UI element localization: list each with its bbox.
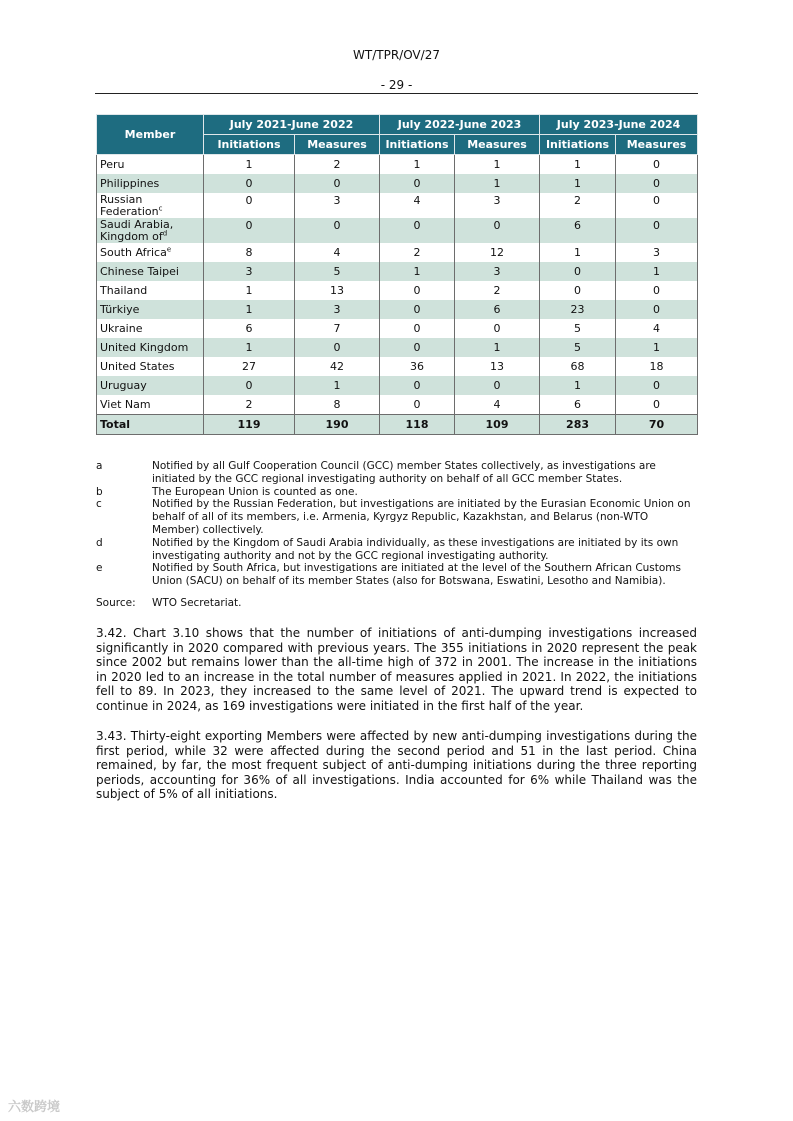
value-cell: 27 (204, 357, 295, 376)
value-cell: 1 (204, 338, 295, 357)
footnote-text: Notified by the Kingdom of Saudi Arabia individually, as these investigations are initiated by its own investigating authority and not by the GCC regional investigating authority. (152, 536, 679, 562)
member-name: Chinese Taipei (100, 264, 179, 278)
member-cell (97, 262, 204, 281)
footnote-text: The European Union is counted as one. (152, 485, 358, 498)
member-cell (97, 376, 204, 395)
footnote-key: a (96, 460, 103, 472)
value-cell: 5 (540, 319, 616, 338)
value-cell: 0 (540, 262, 616, 281)
value-cell: 1 (455, 338, 540, 357)
table-period-header-row (97, 115, 698, 135)
value-cell: 0 (616, 174, 698, 193)
value-cell: 0 (380, 300, 455, 319)
value-cell: 2 (295, 155, 380, 175)
value-cell: 4 (380, 193, 455, 218)
table-total-row (97, 415, 698, 435)
value-cell: 1 (204, 155, 295, 175)
value-cell: 1 (540, 376, 616, 395)
footnote-text: Notified by all Gulf Cooperation Council (GCC) member States collectively, as investigations are initiated by the GCC regional investigating authority on behalf of all GCC member States. (152, 460, 656, 485)
subheader: Measures (295, 135, 380, 155)
value-cell: 2 (540, 193, 616, 218)
value-cell: 0 (380, 218, 455, 243)
value-cell: 4 (616, 319, 698, 338)
footnote-key: b (96, 485, 103, 498)
value-cell: 6 (540, 218, 616, 243)
subheader: Measures (616, 135, 698, 155)
value-cell: 42 (295, 357, 380, 376)
member-name: Philippines (100, 176, 160, 190)
member-cell (97, 155, 204, 175)
total-label: Total (97, 415, 204, 435)
table-row (97, 243, 698, 262)
member-name: Thailand (100, 283, 148, 297)
value-cell: 0 (616, 376, 698, 395)
member-name: Ukraine (100, 321, 143, 335)
value-cell: 3 (295, 300, 380, 319)
value-cell: 0 (380, 319, 455, 338)
table-row (97, 319, 698, 338)
source-text: WTO Secretariat. (152, 597, 242, 609)
footnote-key: d (96, 536, 103, 549)
total-value-cell: 119 (204, 415, 295, 435)
value-cell: 1 (204, 281, 295, 300)
value-cell: 0 (295, 174, 380, 193)
table-row (97, 300, 698, 319)
table-row (97, 395, 698, 415)
value-cell: 1 (380, 155, 455, 175)
footnote (96, 486, 698, 499)
value-cell: 36 (380, 357, 455, 376)
value-cell: 0 (455, 218, 540, 243)
value-cell: 1 (380, 262, 455, 281)
value-cell: 0 (295, 218, 380, 243)
value-cell: 1 (455, 174, 540, 193)
subheader: Measures (455, 135, 540, 155)
member-cell (97, 338, 204, 357)
table-row (97, 281, 698, 300)
table-source (96, 597, 242, 609)
member-name: Türkiye (100, 302, 140, 316)
value-cell: 4 (295, 243, 380, 262)
value-cell: 18 (616, 357, 698, 376)
value-cell: 0 (380, 338, 455, 357)
member-name: South Africa (100, 245, 167, 259)
value-cell: 0 (455, 319, 540, 338)
value-cell: 2 (204, 395, 295, 415)
footnote-text: Notified by South Africa, but investigations are initiated at the level of the Southern African Customs Union (SACU) on behalf of its member States (also for Botswana, Eswatini, Lesotho and Namibia). (152, 562, 682, 588)
value-cell: 1 (455, 155, 540, 175)
value-cell: 0 (455, 376, 540, 395)
value-cell: 0 (540, 281, 616, 300)
subheader: Initiations (380, 135, 455, 155)
value-cell: 3 (455, 262, 540, 281)
value-cell: 0 (380, 174, 455, 193)
table-row (97, 262, 698, 281)
member-cell (97, 243, 204, 262)
value-cell: 68 (540, 357, 616, 376)
period-header: July 2023-June 2024 (540, 115, 698, 135)
value-cell: 7 (295, 319, 380, 338)
value-cell: 1 (616, 338, 698, 357)
member-cell (97, 357, 204, 376)
table-row (97, 155, 698, 175)
member-column-header: Member (97, 115, 204, 155)
paragraph-3-42: 3.42. Chart 3.10 shows that the number of initiations of anti-dumping investigations increased significantly in 2020 compared with previous years. The 355 initiations in 2020 represent the peak since 2002 but remains lower than the all-time high of 372 in 2001. The increase in the initiations in 2020 led to an increase in the total number of measures applied in 2021. In 2022, the initiations fell to 89. In 2023, they increased to the same level of 2021. The upward trend is expected to continue in 2024, as 169 investigations were initiated in the first half of the year. (96, 626, 697, 713)
value-cell: 6 (455, 300, 540, 319)
footnote-marker: d (162, 229, 168, 238)
value-cell: 4 (455, 395, 540, 415)
period-header: July 2021-June 2022 (204, 115, 380, 135)
footnote-marker: e (166, 244, 172, 253)
document-reference: WT/TPR/OV/27 (353, 48, 440, 62)
subheader: Initiations (540, 135, 616, 155)
member-cell (97, 395, 204, 415)
header-rule (95, 93, 698, 94)
member-name: Peru (100, 157, 125, 171)
value-cell: 8 (295, 395, 380, 415)
value-cell: 2 (380, 243, 455, 262)
value-cell: 0 (616, 218, 698, 243)
value-cell: 0 (616, 155, 698, 175)
value-cell: 1 (204, 300, 295, 319)
value-cell: 1 (616, 262, 698, 281)
value-cell: 23 (540, 300, 616, 319)
value-cell: 0 (616, 193, 698, 218)
member-name: Russian Federation (100, 193, 159, 218)
member-name: Viet Nam (100, 397, 151, 411)
value-cell: 1 (295, 376, 380, 395)
total-value-cell: 109 (455, 415, 540, 435)
value-cell: 0 (380, 281, 455, 300)
footnote-key: c (96, 498, 102, 511)
subheader: Initiations (204, 135, 295, 155)
footnote-key: e (96, 562, 103, 575)
watermark-logo: 六数跨境 (8, 1100, 61, 1115)
value-cell: 0 (204, 376, 295, 395)
value-cell: 0 (380, 395, 455, 415)
member-name: Uruguay (100, 378, 147, 392)
table-row (97, 357, 698, 376)
value-cell: 8 (204, 243, 295, 262)
value-cell: 2 (455, 281, 540, 300)
value-cell: 13 (295, 281, 380, 300)
value-cell: 5 (295, 262, 380, 281)
value-cell: 0 (204, 193, 295, 218)
table-body (97, 155, 698, 435)
member-cell (97, 193, 204, 218)
value-cell: 0 (295, 338, 380, 357)
source-label: Source: (96, 597, 136, 609)
member-cell (97, 281, 204, 300)
value-cell: 5 (540, 338, 616, 357)
value-cell: 0 (380, 376, 455, 395)
value-cell: 6 (204, 319, 295, 338)
member-name: United States (100, 359, 175, 373)
footnote-text: Notified by the Russian Federation, but investigations are initiated by the Eurasian Economic Union on behalf of all of its members, i.e. Armenia, Kyrgyz Republic, Kazakhstan, and Belarus (non-WTO Member) collectively. (152, 498, 691, 536)
footnote (96, 562, 698, 588)
table-row (97, 218, 698, 243)
value-cell: 6 (540, 395, 616, 415)
total-value-cell: 283 (540, 415, 616, 435)
value-cell: 12 (455, 243, 540, 262)
value-cell: 1 (540, 243, 616, 262)
value-cell: 3 (295, 193, 380, 218)
member-cell (97, 218, 204, 243)
value-cell: 0 (616, 281, 698, 300)
value-cell: 3 (616, 243, 698, 262)
table-row (97, 338, 698, 357)
member-cell (97, 319, 204, 338)
footnote (96, 460, 698, 486)
member-name: Saudi Arabia, Kingdom of (100, 218, 174, 243)
value-cell: 0 (616, 300, 698, 319)
value-cell: 13 (455, 357, 540, 376)
period-header: July 2022-June 2023 (380, 115, 540, 135)
total-value-cell: 190 (295, 415, 380, 435)
member-name: United Kingdom (100, 340, 189, 354)
value-cell: 0 (204, 174, 295, 193)
total-value-cell: 70 (616, 415, 698, 435)
value-cell: 0 (616, 395, 698, 415)
footnote-marker: c (158, 204, 163, 213)
member-cell (97, 300, 204, 319)
value-cell: 0 (204, 218, 295, 243)
footnote (96, 537, 698, 563)
value-cell: 3 (455, 193, 540, 218)
total-value-cell: 118 (380, 415, 455, 435)
value-cell: 1 (540, 155, 616, 175)
value-cell: 3 (204, 262, 295, 281)
value-cell: 1 (540, 174, 616, 193)
footnote (96, 498, 698, 536)
table-row (97, 174, 698, 193)
table-row (97, 193, 698, 218)
paragraph-3-43: 3.43. Thirty-eight exporting Members were affected by new anti-dumping investigations during the first period, while 32 were affected during the second period and 51 in the last period. China remained, by far, the most frequent subject of anti-dumping initiations during the three reporting periods, accounting for 36% of all investigations. India accounted for 6% while Thailand was the subject of 5% of all initiations. (96, 729, 697, 802)
table-row (97, 376, 698, 395)
member-cell (97, 174, 204, 193)
table-footnotes (96, 460, 698, 588)
anti-dumping-table (96, 114, 698, 435)
page-number: - 29 - (380, 78, 413, 92)
